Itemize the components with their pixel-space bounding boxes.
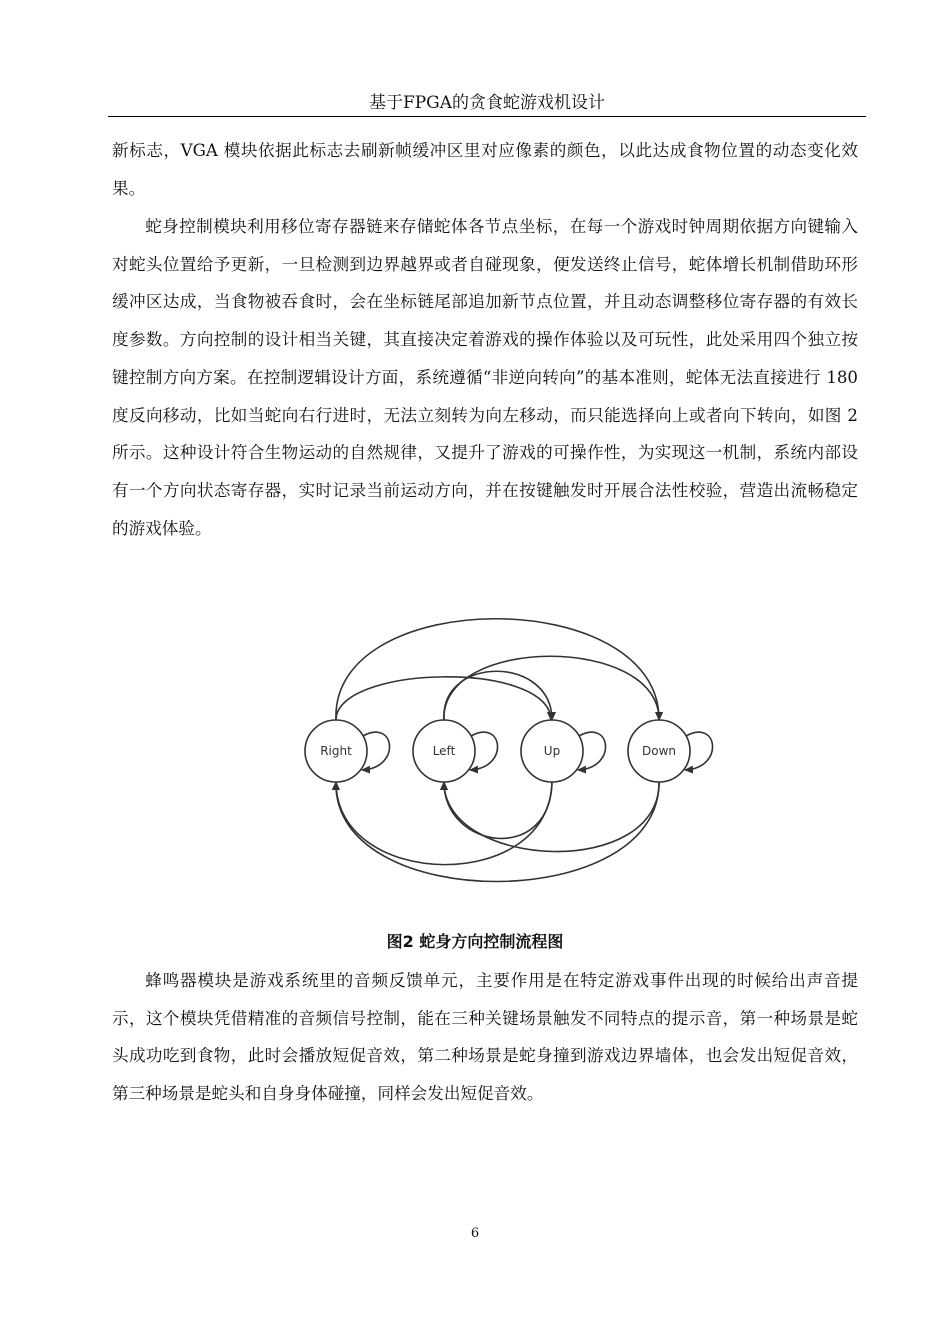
paragraph-3: 蜂鸣器模块是游戏系统里的音频反馈单元，主要作用是在特定游戏事件出现的时候给出声音提示，这个模块凭借精准的音频信号控制，能在三种关键场景触发不同特点的提示音，第一种场景是蛇头成功吃到食物，此时会播放短促音效，第二种场景是蛇身撞到游戏边界墙体，也会发出短促音效，第三种场景是蛇头和自身身体碰撞，同样会发出短促音效。	[112, 971, 858, 1104]
state-left-label: Left	[432, 744, 456, 758]
state-right-label: Right	[320, 744, 352, 758]
direction-state-diagram	[290, 610, 730, 900]
figure-caption: 图2 蛇身方向控制流程图	[386, 932, 564, 951]
state-up-label: Up	[543, 744, 561, 758]
edge-right-to-down	[336, 619, 659, 720]
state-down-label: Down	[641, 744, 677, 758]
paragraph-2: 蛇身控制模块利用移位寄存器链来存储蛇体各节点坐标，在每一个游戏时钟周期依据方向键输入对蛇头位置给予更新，一旦检测到边界越界或者自碰现象，便发送终止信号，蛇体增长机制借助环形缓冲区达成，当食物被吞食时，会在坐标链尾部追加新节点位置，并且动态调整移位寄存器的有效长度参数。方向控制的设计相当关键，其直接决定着游戏的操作体验以及可玩性，此处采用四个独立按键控制方向方案。在控制逻辑设计方面，系统遵循“非逆向转向”的基本准则，蛇体无法直接进行 180 度反向移动，比如当蛇向右行进时，无法立刻转为向左移动，而只能选择向上或者向下转向，如图 2 所示。这种设计符合生物运动的自然规律，又提升了游戏的可操作性，为实现这一机制，系统内部设有一个方向状态寄存器，实时记录当前运动方向，并在按键触发时开展合法性校验，营造出流畅稳定的游戏体验。	[112, 217, 858, 538]
edge-down-to-right	[336, 780, 659, 882]
edge-up-to-left	[444, 780, 552, 838]
paragraph-1: 新标志，VGA 模块依据此标志去刷新帧缓冲区里对应像素的颜色，以此达成食物位置的动态变化效果。	[112, 141, 858, 198]
page-number: 6	[470, 1226, 480, 1241]
running-header: 基于FPGA的贪食蛇游戏机设计	[368, 93, 606, 113]
edge-up-to-right	[336, 780, 552, 865]
header-rule	[108, 116, 866, 117]
